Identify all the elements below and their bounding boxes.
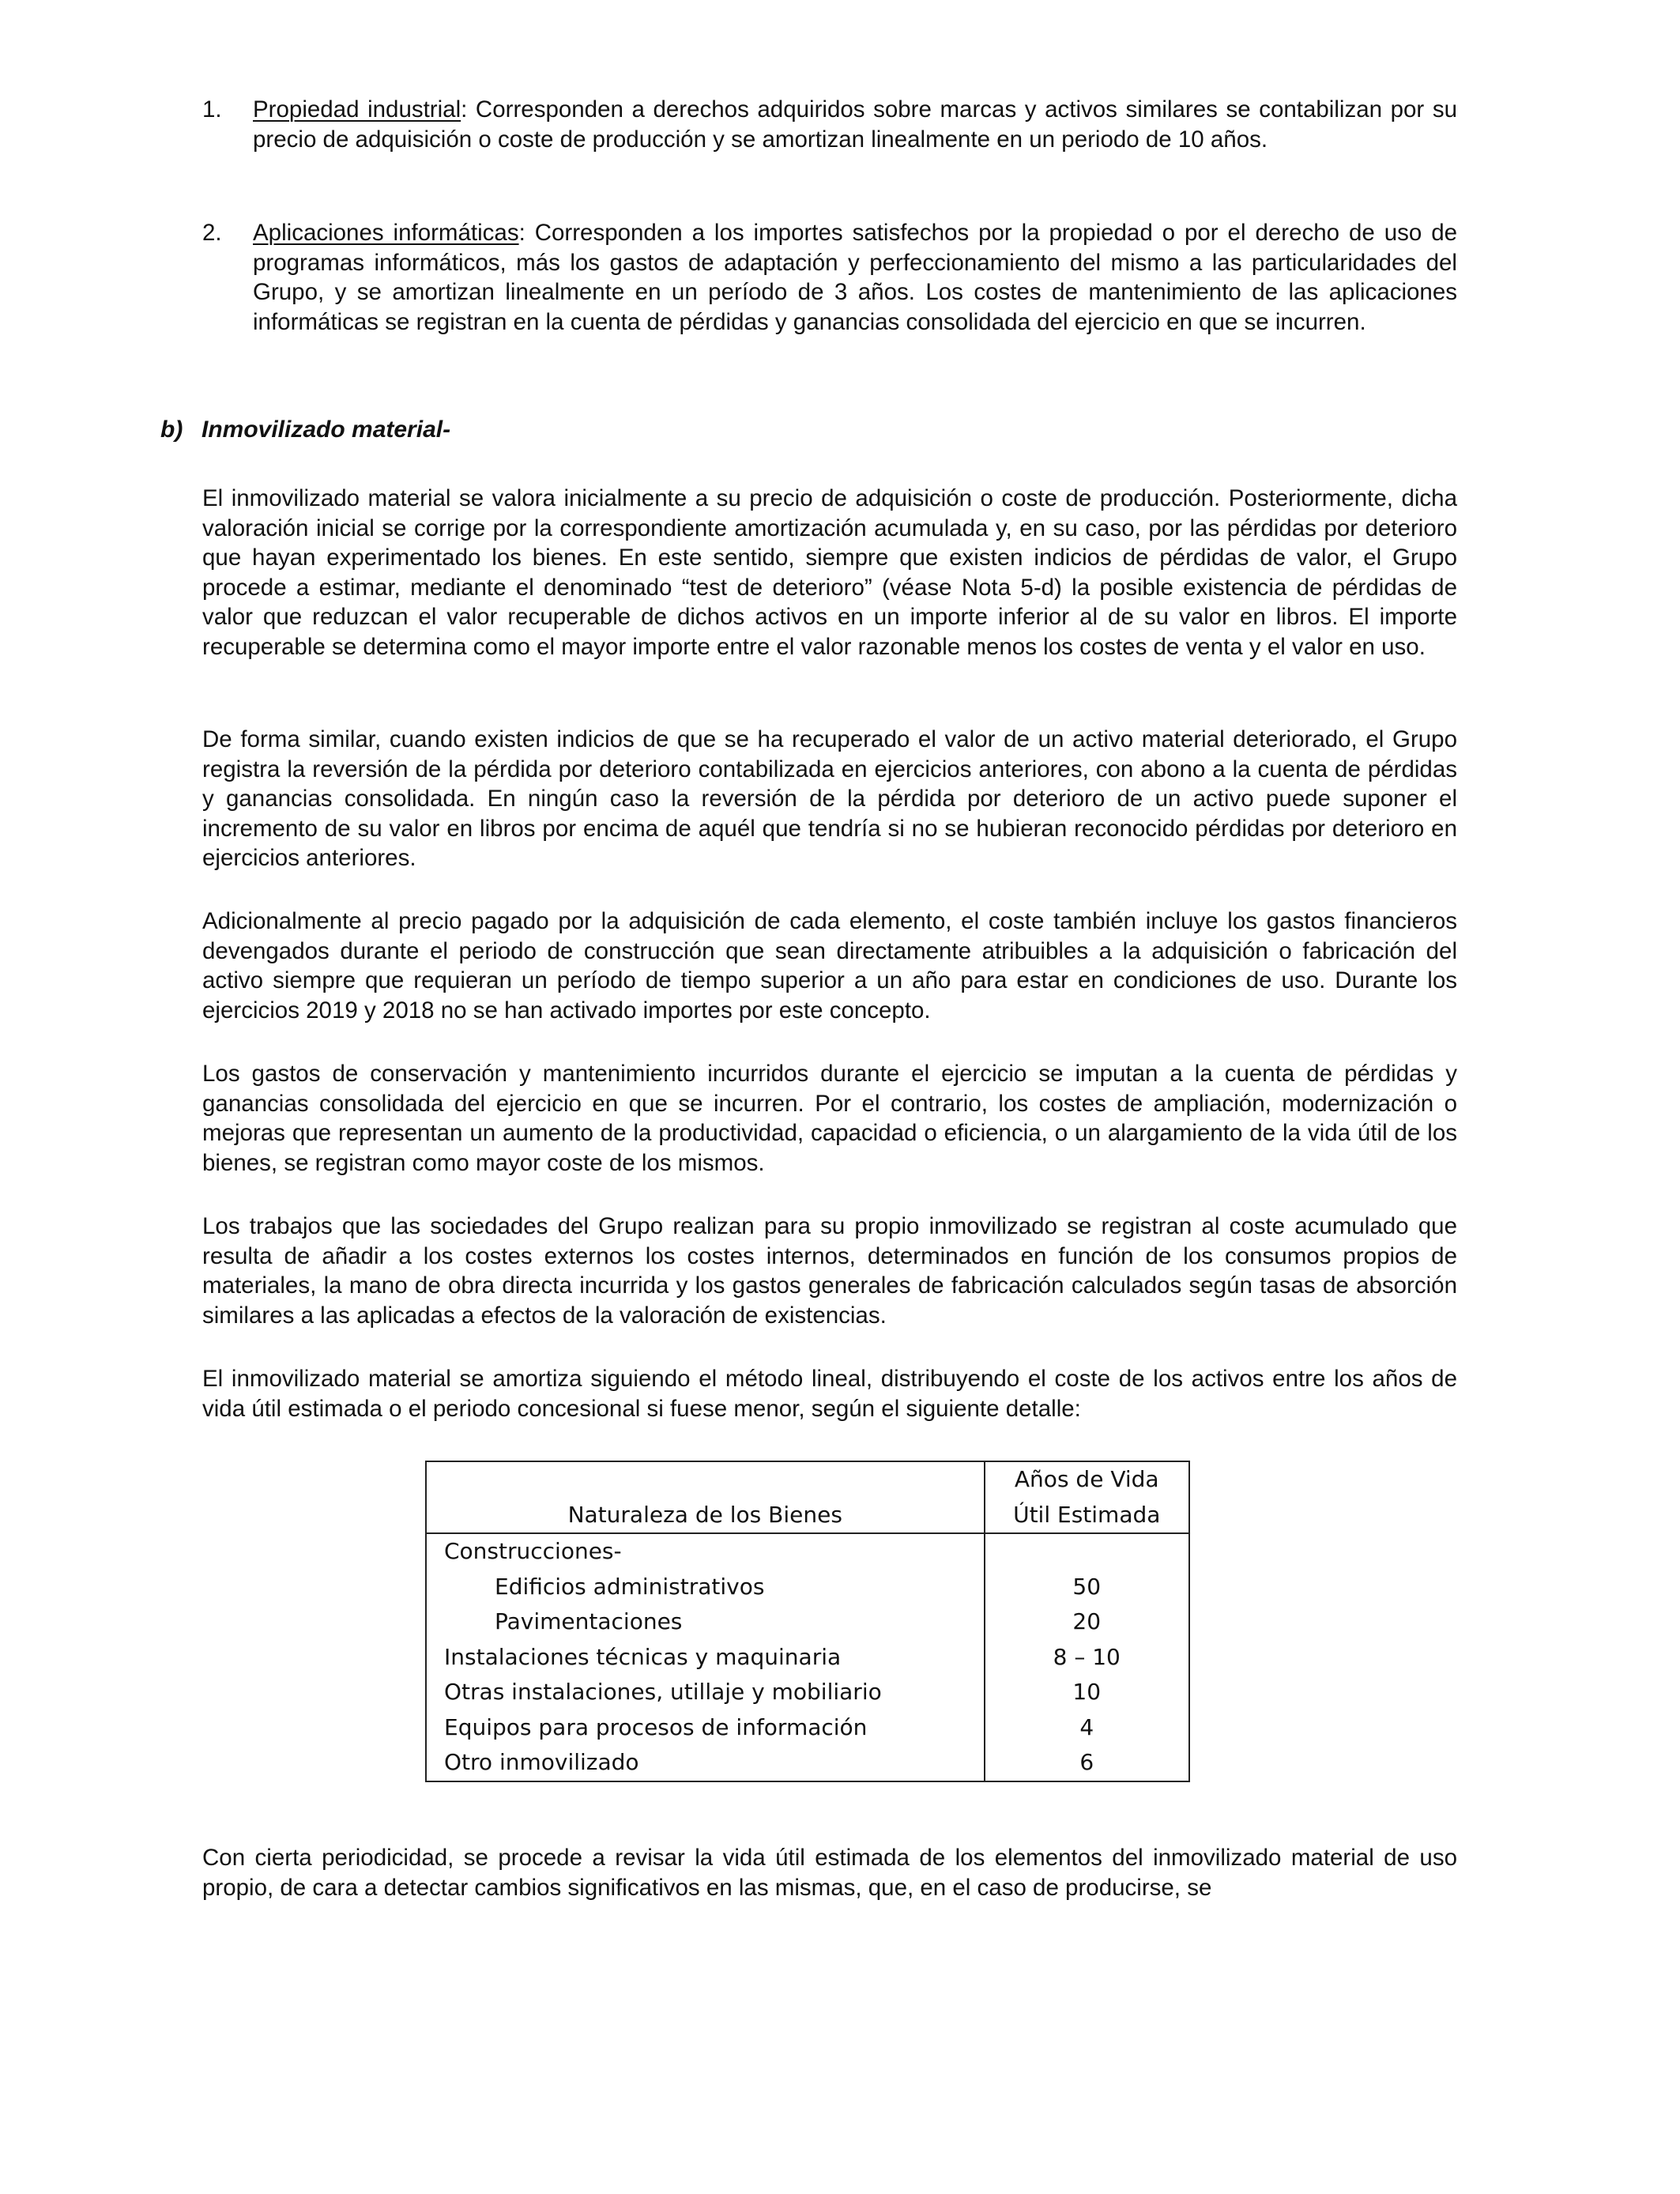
- table-cell-label: Equipos para procesos de información: [426, 1710, 985, 1746]
- list-item-term: Propiedad industrial: [253, 96, 461, 123]
- table-cell-value: 50: [985, 1570, 1190, 1605]
- table-cell-label-indented: Pavimentaciones: [495, 1608, 683, 1634]
- paragraph: De forma similar, cuando existen indicios de que se ha recuperado el valor de un activo material deteriorado, el Grupo registra la reversión de la pérdida por deterioro contabilizada en ejercicios anteriores, con abono a la cuenta de pérdidas y ganancias consolidada. En ningún caso la reversión de la pérdida por deterioro de un activo puede suponer el incremento de su valor en libros por encima de aquél que tendría si no se hubieran reconocido pérdidas por deterioro en ejercicios anteriores.: [202, 726, 1457, 871]
- table-cell-label: Otras instalaciones, utillaje y mobiliario: [426, 1675, 985, 1710]
- useful-life-table: [425, 1461, 1190, 1782]
- table-cell-label: [426, 1604, 985, 1640]
- paragraph: Adicionalmente al precio pagado por la adquisición de cada elemento, el coste también incluye los gastos financieros devengados durante el periodo de construcción que sean directamente atribuibles a la adquisición o fabricación del activo siempre que requieran un período de tiempo superior a un año para estar en condiciones de uso. Durante los ejercicios 2019 y 2018 no se han activado importes por este concepto.: [202, 908, 1457, 1023]
- table-header-years-line1: Años de Vida: [1014, 1466, 1159, 1492]
- table-header-row: [426, 1461, 1189, 1533]
- table-cell-value: 4: [985, 1710, 1190, 1746]
- section-label: b): [160, 417, 183, 443]
- table-cell-label: [426, 1570, 985, 1605]
- table-row: [426, 1710, 1189, 1746]
- table-row: [426, 1604, 1189, 1640]
- table-cell-label: Instalaciones técnicas y maquinaria: [426, 1640, 985, 1676]
- section-heading: [160, 417, 450, 443]
- table-row: [426, 1640, 1189, 1676]
- table-cell-label: Construcciones-: [426, 1533, 985, 1570]
- paragraph: El inmovilizado material se valora inicialmente a su precio de adquisición o coste de producción. Posteriormente, dicha valoración inicial se corrige por la correspondiente amortización acumulada y, en su caso, por las pérdidas por deterioro que hayan experimentado los bienes. En este sentido, siempre que existen indicios de pérdidas de valor, el Grupo procede a estimar, mediante el denominado “test de deterioro” (véase Nota 5-d) la posible existencia de pérdidas de valor que reduzcan el valor recuperable de dichos activos en un importe inferior al de su valor en libros. El importe recuperable se determina como el mayor importe entre el valor razonable menos los costes de venta y el valor en uso.: [202, 485, 1457, 660]
- section-title: Inmovilizado material-: [202, 417, 451, 443]
- paragraph: Los gastos de conservación y mantenimiento incurridos durante el ejercicio se imputan a la cuenta de pérdidas y ganancias consolidada del ejercicio en que se incurren. Por el contrario, los costes de ampliación, modernización o mejoras que representan un aumento de la productividad, capacidad o eficiencia, o un alargamiento de la vida útil de los bienes, se registran como mayor coste de los mismos.: [202, 1061, 1457, 1176]
- list-item-2: [202, 218, 1457, 337]
- table-cell-value: 20: [985, 1604, 1190, 1640]
- list-number: 1.: [202, 96, 222, 123]
- table-cell-value: [985, 1533, 1190, 1570]
- table-cell-value: 10: [985, 1675, 1190, 1710]
- list-item-1: [202, 95, 1457, 154]
- table-row: [426, 1745, 1189, 1781]
- list-item-body: : Corresponden a derechos adquiridos sobre marcas y activos similares se contabilizan por su precio de adquisición o coste de producción y se amortizan linealmente en un periodo de 10 años.: [253, 96, 1457, 153]
- table-header-years: [985, 1461, 1190, 1533]
- table-header-years-line2: Útil Estimada: [1013, 1501, 1161, 1528]
- table-cell-value: 8 – 10: [985, 1640, 1190, 1676]
- list-item-term: Aplicaciones informáticas: [253, 220, 519, 246]
- table-row: [426, 1533, 1189, 1570]
- list-item-body: : Corresponden a los importes satisfechos por la propiedad o por el derecho de uso de programas informáticos, más los gastos de adaptación y perfeccionamiento del mismo a las particularidades del Grupo, y se amortizan linealmente en un período de 3 años. Los costes de mantenimiento de las aplicaciones informáticas se registran en la cuenta de pérdidas y ganancias consolidada del ejercicio en que se incurren.: [253, 220, 1458, 335]
- table-cell-value: 6: [985, 1745, 1190, 1781]
- table-cell-label: Otro inmovilizado: [426, 1745, 985, 1781]
- list-item-text: [253, 95, 1457, 154]
- table-row: [426, 1570, 1189, 1605]
- table-row: [426, 1675, 1189, 1710]
- closing-paragraph: Con cierta periodicidad, se procede a revisar la vida útil estimada de los elementos del inmovilizado material de uso propio, de cara a detectar cambios significativos en las mismas, que, en el caso de producirse, se: [202, 1845, 1457, 1901]
- table-header-nature: Naturaleza de los Bienes: [426, 1461, 985, 1533]
- list-number: 2.: [202, 220, 222, 246]
- table-cell-label-indented: Edificios administrativos: [495, 1573, 765, 1600]
- list-item-text: [253, 218, 1457, 337]
- paragraph: Los trabajos que las sociedades del Grupo realizan para su propio inmovilizado se registran al coste acumulado que resulta de añadir a los costes externos los costes internos, determinados en función de los consumos propios de materiales, la mano de obra directa incurrida y los gastos generales de fabricación calculados según tasas de absorción similares a las aplicadas a efectos de la valoración de existencias.: [202, 1213, 1457, 1329]
- paragraph: El inmovilizado material se amortiza siguiendo el método lineal, distribuyendo el coste de los activos entre los años de vida útil estimada o el periodo concesional si fuese menor, según el siguiente detalle:: [202, 1366, 1457, 1422]
